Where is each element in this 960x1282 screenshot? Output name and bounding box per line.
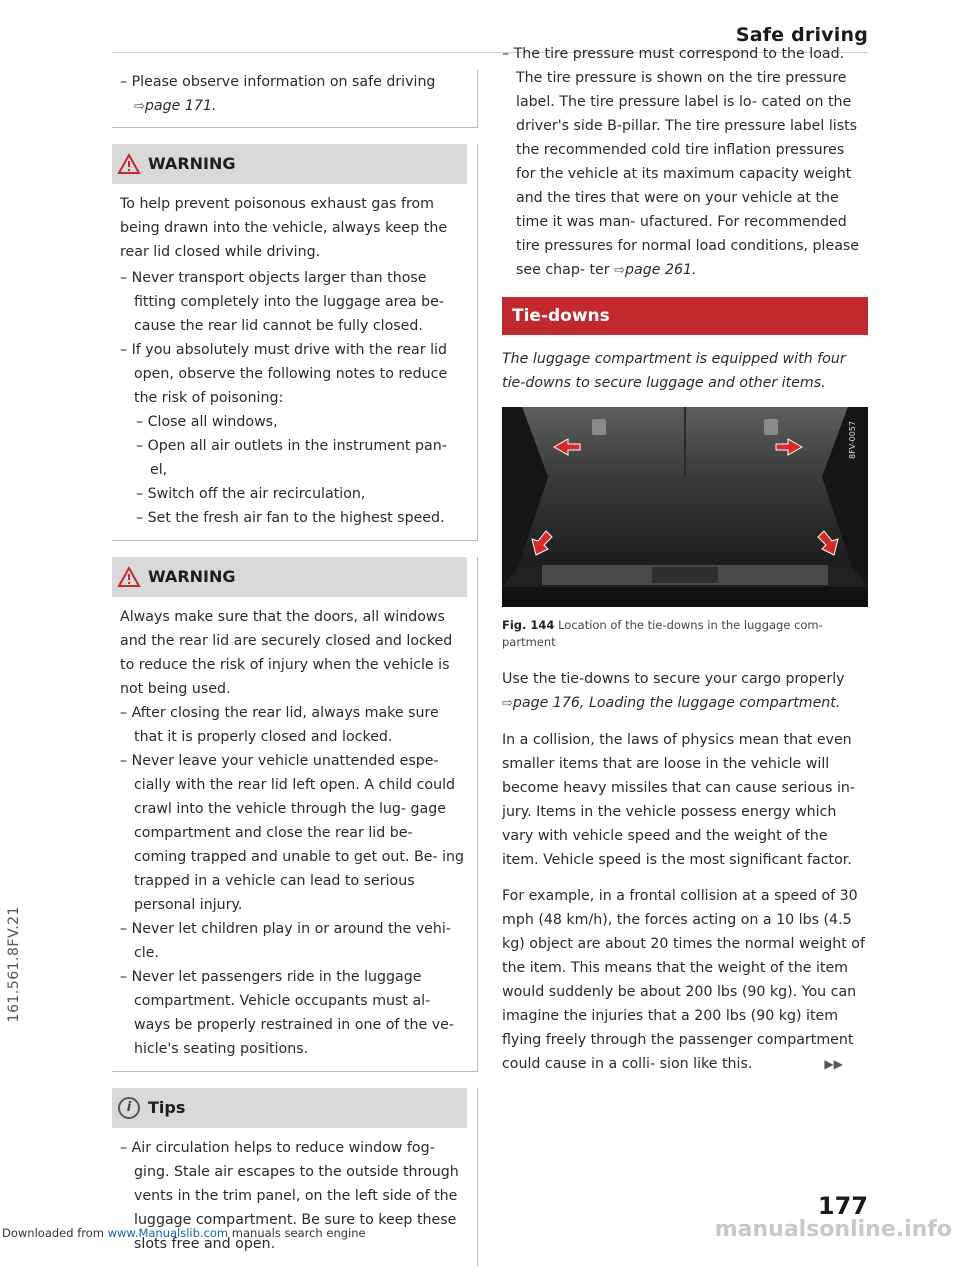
- safe-driving-note: [112, 70, 478, 128]
- left-column: [112, 70, 478, 1282]
- page-reference-link[interactable]: page 171.: [144, 98, 217, 114]
- page-number: 177: [817, 1192, 868, 1220]
- ref-arrow-icon: ⇨: [614, 263, 626, 278]
- warning-item: – Never transport objects larger than those fitting completely into the luggage area be- cause the rear lid cannot be fully closed.: [120, 270, 444, 334]
- manualslib-link[interactable]: www.Manualslib.com: [107, 1226, 229, 1240]
- paragraph-collision: In a collision, the laws of physics mean that even smaller items that are loose in the vehicle will become heavy missiles that can cause serious in- jury. Items in the vehicle possess energy which vary with vehicle speed and the weight of the item. Vehicle speed is the most significant factor.: [502, 732, 856, 868]
- warning-title: WARNING: [148, 154, 236, 173]
- note-text: – Please observe information on safe driving: [120, 74, 436, 90]
- figure-tie-downs: [502, 407, 868, 607]
- page-reference-link[interactable]: page 261.: [625, 262, 697, 278]
- warning-box-closed: [112, 557, 478, 1072]
- continue-arrow-icon: ▶▶: [824, 1057, 843, 1071]
- watermark: manualsonline.info: [714, 1217, 952, 1242]
- warning-intro: To help prevent poisonous exhaust gas from being drawn into the vehicle, always keep the rear lid closed while driving.: [120, 196, 448, 260]
- warning-header: [112, 144, 467, 184]
- right-column: [502, 42, 868, 1088]
- warning-item: – After closing the rear lid, always make sure that it is properly closed and locked.: [120, 705, 439, 745]
- tire-pressure-text: – The tire pressure must correspond to the load. The tire pressure is shown on the tire pressure label. The tire pressure label is lo- cated on the driver's side B-pillar. The tire pressure label lists the recommended cold tire inflation pressures for the vehicle at its maximum capacity weight and the tires that were on your vehicle at the time it was man- ufactured. For recommended tire pressures for normal load conditions, please see chap- ter ⇨page 261.: [502, 46, 860, 278]
- warning-item: – If you absolutely must drive with the rear lid open, observe the following notes to reduce the risk of poisoning:: [120, 342, 448, 406]
- tips-title: Tips: [148, 1098, 186, 1117]
- tips-text: – Air circulation helps to reduce window fog- ging. Stale air escapes to the outside through vents in the trim panel, on the left side of the luggage compartment. Be sure to keep these slots free and open.: [120, 1140, 459, 1252]
- ref-arrow-icon: ⇨: [502, 696, 513, 711]
- paragraph-tie-down-use: Use the tie-downs to secure your cargo properly ⇨page 176, Loading the luggage compartment.: [502, 671, 845, 711]
- warning-triangle-icon: [118, 154, 140, 174]
- section-intro: The luggage compartment is equipped with four tie-downs to secure luggage and other items.: [502, 351, 846, 391]
- side-document-code: 161.561.8FV.21: [6, 905, 22, 1022]
- warning-header: [112, 557, 467, 597]
- warning-title: WARNING: [148, 567, 236, 586]
- warning-item: – Never let children play in or around the vehi- cle.: [120, 921, 451, 961]
- figure-caption: Fig. 144 Location of the tie-downs in the luggage com- partment: [502, 618, 823, 649]
- warning-subitem: – Switch off the air recirculation,: [136, 486, 366, 502]
- ref-arrow-icon: ⇨: [134, 99, 145, 114]
- download-footer: Downloaded from www.Manualslib.com manuals search engine: [2, 1226, 366, 1240]
- page-reference-link[interactable]: page 176, Loading the luggage compartment.: [512, 695, 841, 711]
- warning-subitem: – Close all windows,: [136, 414, 278, 430]
- page-header-title: Safe driving: [735, 24, 868, 46]
- warning-item: – Never leave your vehicle unattended espe- cially with the rear lid left open. A child could crawl into the vehicle through the lug- gage compartment and close the rear lid be- coming trapped and unable to get out. Be- ing trapped in a vehicle can lead to serious personal injury.: [120, 753, 465, 913]
- warning-intro: Always make sure that the doors, all windows and the rear lid are securely closed and locked to reduce the risk of injury when the vehicle is not being used.: [120, 609, 453, 697]
- section-title-tie-downs: Tie-downs: [502, 297, 868, 335]
- luggage-compartment-illustration: [502, 407, 868, 607]
- warning-subitem: – Open all air outlets in the instrument pan- el,: [136, 438, 447, 478]
- figure-label: Fig. 144: [502, 618, 555, 632]
- warning-item: – Never let passengers ride in the luggage compartment. Vehicle occupants must al- ways be properly restrained in one of the ve- hicle's seating positions.: [120, 969, 454, 1057]
- warning-subitem: – Set the fresh air fan to the highest speed.: [136, 510, 445, 526]
- warning-box-exhaust: [112, 144, 478, 541]
- info-icon: i: [118, 1097, 140, 1119]
- paragraph-example: For example, in a frontal collision at a speed of 30 mph (48 km/h), the forces acting on a 10 lbs (4.5 kg) object are about 20 times the normal weight of the item. This means that the weight of the item would suddenly be about 200 lbs (90 kg). You can imagine the injuries that a 200 lbs (90 kg) item flying freely through the passenger compartment could cause in a colli- sion like this. ▶▶: [502, 884, 868, 1076]
- warning-triangle-icon: [118, 567, 140, 587]
- tips-header: [112, 1088, 467, 1128]
- figure-code: 8FV-0057: [848, 421, 857, 459]
